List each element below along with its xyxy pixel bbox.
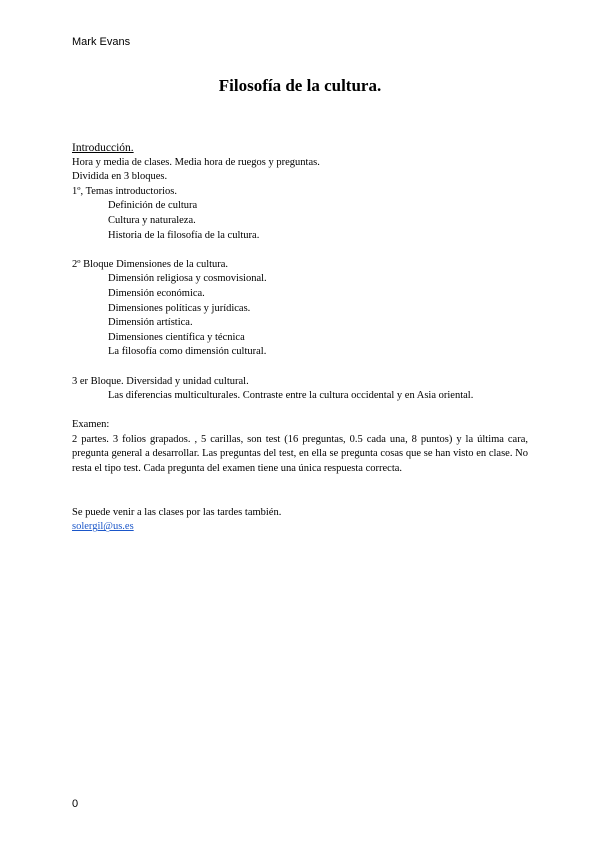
spacer	[72, 243, 528, 258]
page-number: 0	[72, 798, 79, 810]
footer-note: Se puede venir a las clases por las tardes también.	[72, 506, 282, 518]
email-link[interactable]: solergil@us.es	[72, 521, 134, 533]
exam-heading: Examen:	[72, 419, 110, 431]
block2-item: Dimensión económica.	[108, 287, 205, 299]
spacer	[72, 404, 528, 419]
intro-line: Hora y media de clases. Media hora de ruegos y preguntas.	[72, 156, 320, 168]
block2-item: La filosofía como dimensión cultural.	[108, 346, 267, 358]
block2-item: Dimensión artística.	[108, 317, 193, 329]
block1-item: Definición de cultura	[108, 200, 198, 212]
document-title: Filosofía de la cultura.	[218, 76, 382, 95]
block3-item: Las diferencias multiculturales. Contraste entre la cultura occidental y en Asia oriental.	[108, 390, 474, 402]
block2-item: Dimensiones políticas y jurídicas.	[108, 302, 251, 314]
intro-heading: Introducción.	[72, 142, 134, 154]
block2-item: Dimensiones científica y técnica	[108, 331, 245, 343]
block1-item: Historia de la filosofía de la cultura.	[108, 229, 260, 241]
exam-text: 2 partes. 3 folios grapados. , 5 carillas, son test (16 preguntas, 0.5 cada una, 8 puntos) y la última cara, pregunta general a desarrollar. Las preguntas del test, en ella se pregunta cosas que se han visto en clase. No resta el tipo test. Cada pregunta del examen tiene una única respuesta correcta.	[72, 433, 528, 475]
spacer	[72, 477, 528, 492]
spacer	[72, 360, 528, 375]
header-author: Mark Evans	[72, 36, 131, 48]
block1-heading: 1º, Temas introductorios.	[72, 185, 177, 197]
document-body	[72, 141, 528, 535]
intro-line: Dividida en 3 bloques.	[72, 171, 168, 183]
block3-heading: 3 er Bloque. Diversidad y unidad cultural.	[72, 375, 249, 387]
block1-item: Cultura y naturaleza.	[108, 214, 196, 226]
block2-heading: 2º Bloque Dimensiones de la cultura.	[72, 258, 229, 270]
block2-item: Dimensión religiosa y cosmovisional.	[108, 273, 267, 285]
spacer	[72, 491, 528, 506]
